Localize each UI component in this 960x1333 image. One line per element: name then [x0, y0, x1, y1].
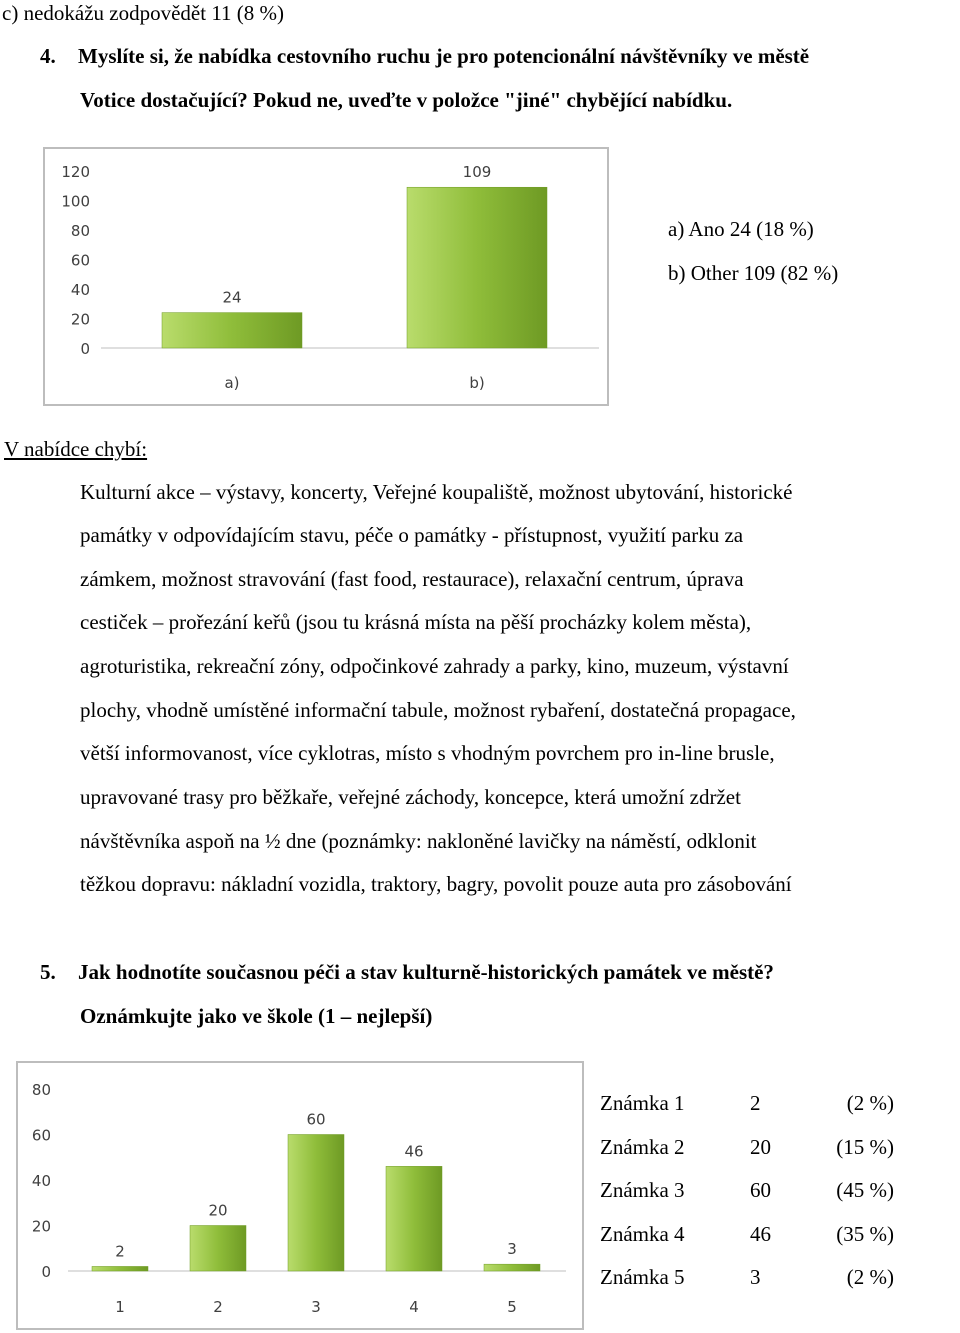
data-label: 46	[404, 1142, 424, 1161]
bar	[386, 1166, 442, 1271]
grade-row	[600, 1221, 894, 1247]
grade-percent: (2 %)	[846, 1265, 894, 1289]
data-label: 60	[306, 1110, 326, 1129]
bar	[407, 187, 547, 348]
grade-label: Známka 2	[600, 1135, 685, 1159]
grade-count: 46	[750, 1222, 771, 1246]
question-5-text-1: Jak hodnotíte současnou péči a stav kulturně-historických památek ve městě?	[78, 960, 774, 984]
question-4-number: 4.	[40, 44, 56, 68]
missing-line: památky v odpovídajícím stavu, péče o památky - přístupnost, využití parku za	[80, 523, 744, 547]
y-tick-label: 40	[70, 281, 90, 299]
chart-2	[18, 1063, 582, 1328]
category-label: 3	[311, 1298, 321, 1316]
missing-line: plochy, vhodně umístěné informační tabule, možnost rybaření, dostatečná propagace,	[80, 698, 796, 722]
missing-heading: V nabídce chybí:	[4, 437, 148, 461]
category-label: 2	[213, 1298, 223, 1316]
missing-line: větší informovanost, více cyklotras, místo s vhodným povrchem pro in-line brusle,	[80, 741, 775, 765]
y-tick-label: 120	[61, 163, 90, 181]
chart-1	[45, 149, 607, 404]
category-label: b)	[469, 374, 485, 392]
chart-2-frame	[16, 1061, 584, 1330]
grade-label: Známka 3	[600, 1178, 685, 1202]
category-label: a)	[224, 374, 240, 392]
grade-row	[600, 1264, 894, 1290]
grade-percent: (45 %)	[836, 1178, 894, 1202]
y-tick-label: 80	[31, 1081, 51, 1099]
missing-line: cestiček – prořezání keřů (jsou tu krásná místa na pěší procházky kolem města),	[80, 610, 752, 634]
y-tick-label: 80	[70, 222, 90, 240]
chart-1-legend-b: b) Other 109 (82 %)	[668, 261, 839, 285]
missing-line: zámkem, možnost stravování (fast food, restaurace), relaxační centrum, úprava	[80, 567, 744, 591]
category-label: 5	[507, 1298, 517, 1316]
bar	[190, 1226, 246, 1272]
question-4-text-1: Myslíte si, že nabídka cestovního ruchu je pro potencionální návštěvníky ve městě	[78, 44, 810, 68]
missing-line: upravované trasy pro běžkaře, veřejné záchody, koncepce, která umožní zdržet	[80, 785, 741, 809]
y-tick-label: 20	[70, 310, 90, 329]
data-label: 109	[462, 163, 492, 182]
grade-count: 3	[750, 1265, 761, 1289]
data-label: 20	[208, 1201, 228, 1220]
grade-row	[600, 1090, 894, 1116]
chart-1-frame	[43, 147, 609, 406]
grade-label: Známka 1	[600, 1091, 685, 1115]
chart-1-legend-a: a) Ano 24 (18 %)	[668, 217, 814, 241]
data-label: 24	[222, 288, 242, 307]
grade-row	[600, 1177, 894, 1203]
grade-percent: (15 %)	[836, 1135, 894, 1159]
question-5-number: 5.	[40, 960, 56, 984]
data-label: 2	[115, 1242, 125, 1261]
category-label: 1	[115, 1298, 125, 1316]
bar	[484, 1264, 540, 1271]
bar	[288, 1135, 344, 1272]
y-tick-label: 60	[31, 1126, 51, 1145]
missing-line: Kulturní akce – výstavy, koncerty, Veřejné koupaliště, možnost ubytování, historické	[80, 480, 793, 504]
y-tick-label: 0	[80, 340, 90, 358]
grade-count: 2	[750, 1091, 761, 1115]
grade-count: 20	[750, 1135, 771, 1159]
y-tick-label: 20	[31, 1217, 51, 1236]
question-4-line-2: Votice dostačující? Pokud ne, uveďte v položce "jiné" chybějící nabídku.	[80, 88, 733, 112]
grade-row	[600, 1134, 894, 1160]
bar	[162, 313, 302, 348]
missing-line: návštěvníka aspoň na ½ dne (poznámky: nakloněné lavičky na náměstí, odklonit	[80, 829, 757, 853]
grade-label: Známka 4	[600, 1222, 685, 1246]
grade-count: 60	[750, 1178, 771, 1202]
bar	[92, 1266, 148, 1271]
previous-answer-line: c) nedokážu zodpovědět 11 (8 %)	[2, 1, 285, 25]
grade-percent: (2 %)	[846, 1091, 894, 1115]
data-label: 3	[507, 1240, 517, 1259]
missing-line: agroturistika, rekreační zóny, odpočinkové zahrady a parky, kino, muzeum, výstavní	[80, 654, 789, 678]
question-4-line-1	[40, 43, 809, 69]
question-5-line-1	[40, 959, 774, 985]
grade-percent: (35 %)	[836, 1222, 894, 1246]
category-label: 4	[409, 1298, 419, 1316]
question-5-line-2: Oznámkujte jako ve škole (1 – nejlepší)	[80, 1004, 433, 1028]
y-tick-label: 100	[61, 192, 90, 211]
y-tick-label: 60	[70, 251, 90, 270]
y-tick-label: 40	[31, 1172, 51, 1190]
y-tick-label: 0	[41, 1263, 51, 1281]
missing-line: těžkou dopravu: nákladní vozidla, traktory, bagry, povolit pouze auta pro zásobování	[80, 872, 792, 896]
grade-label: Známka 5	[600, 1265, 685, 1289]
